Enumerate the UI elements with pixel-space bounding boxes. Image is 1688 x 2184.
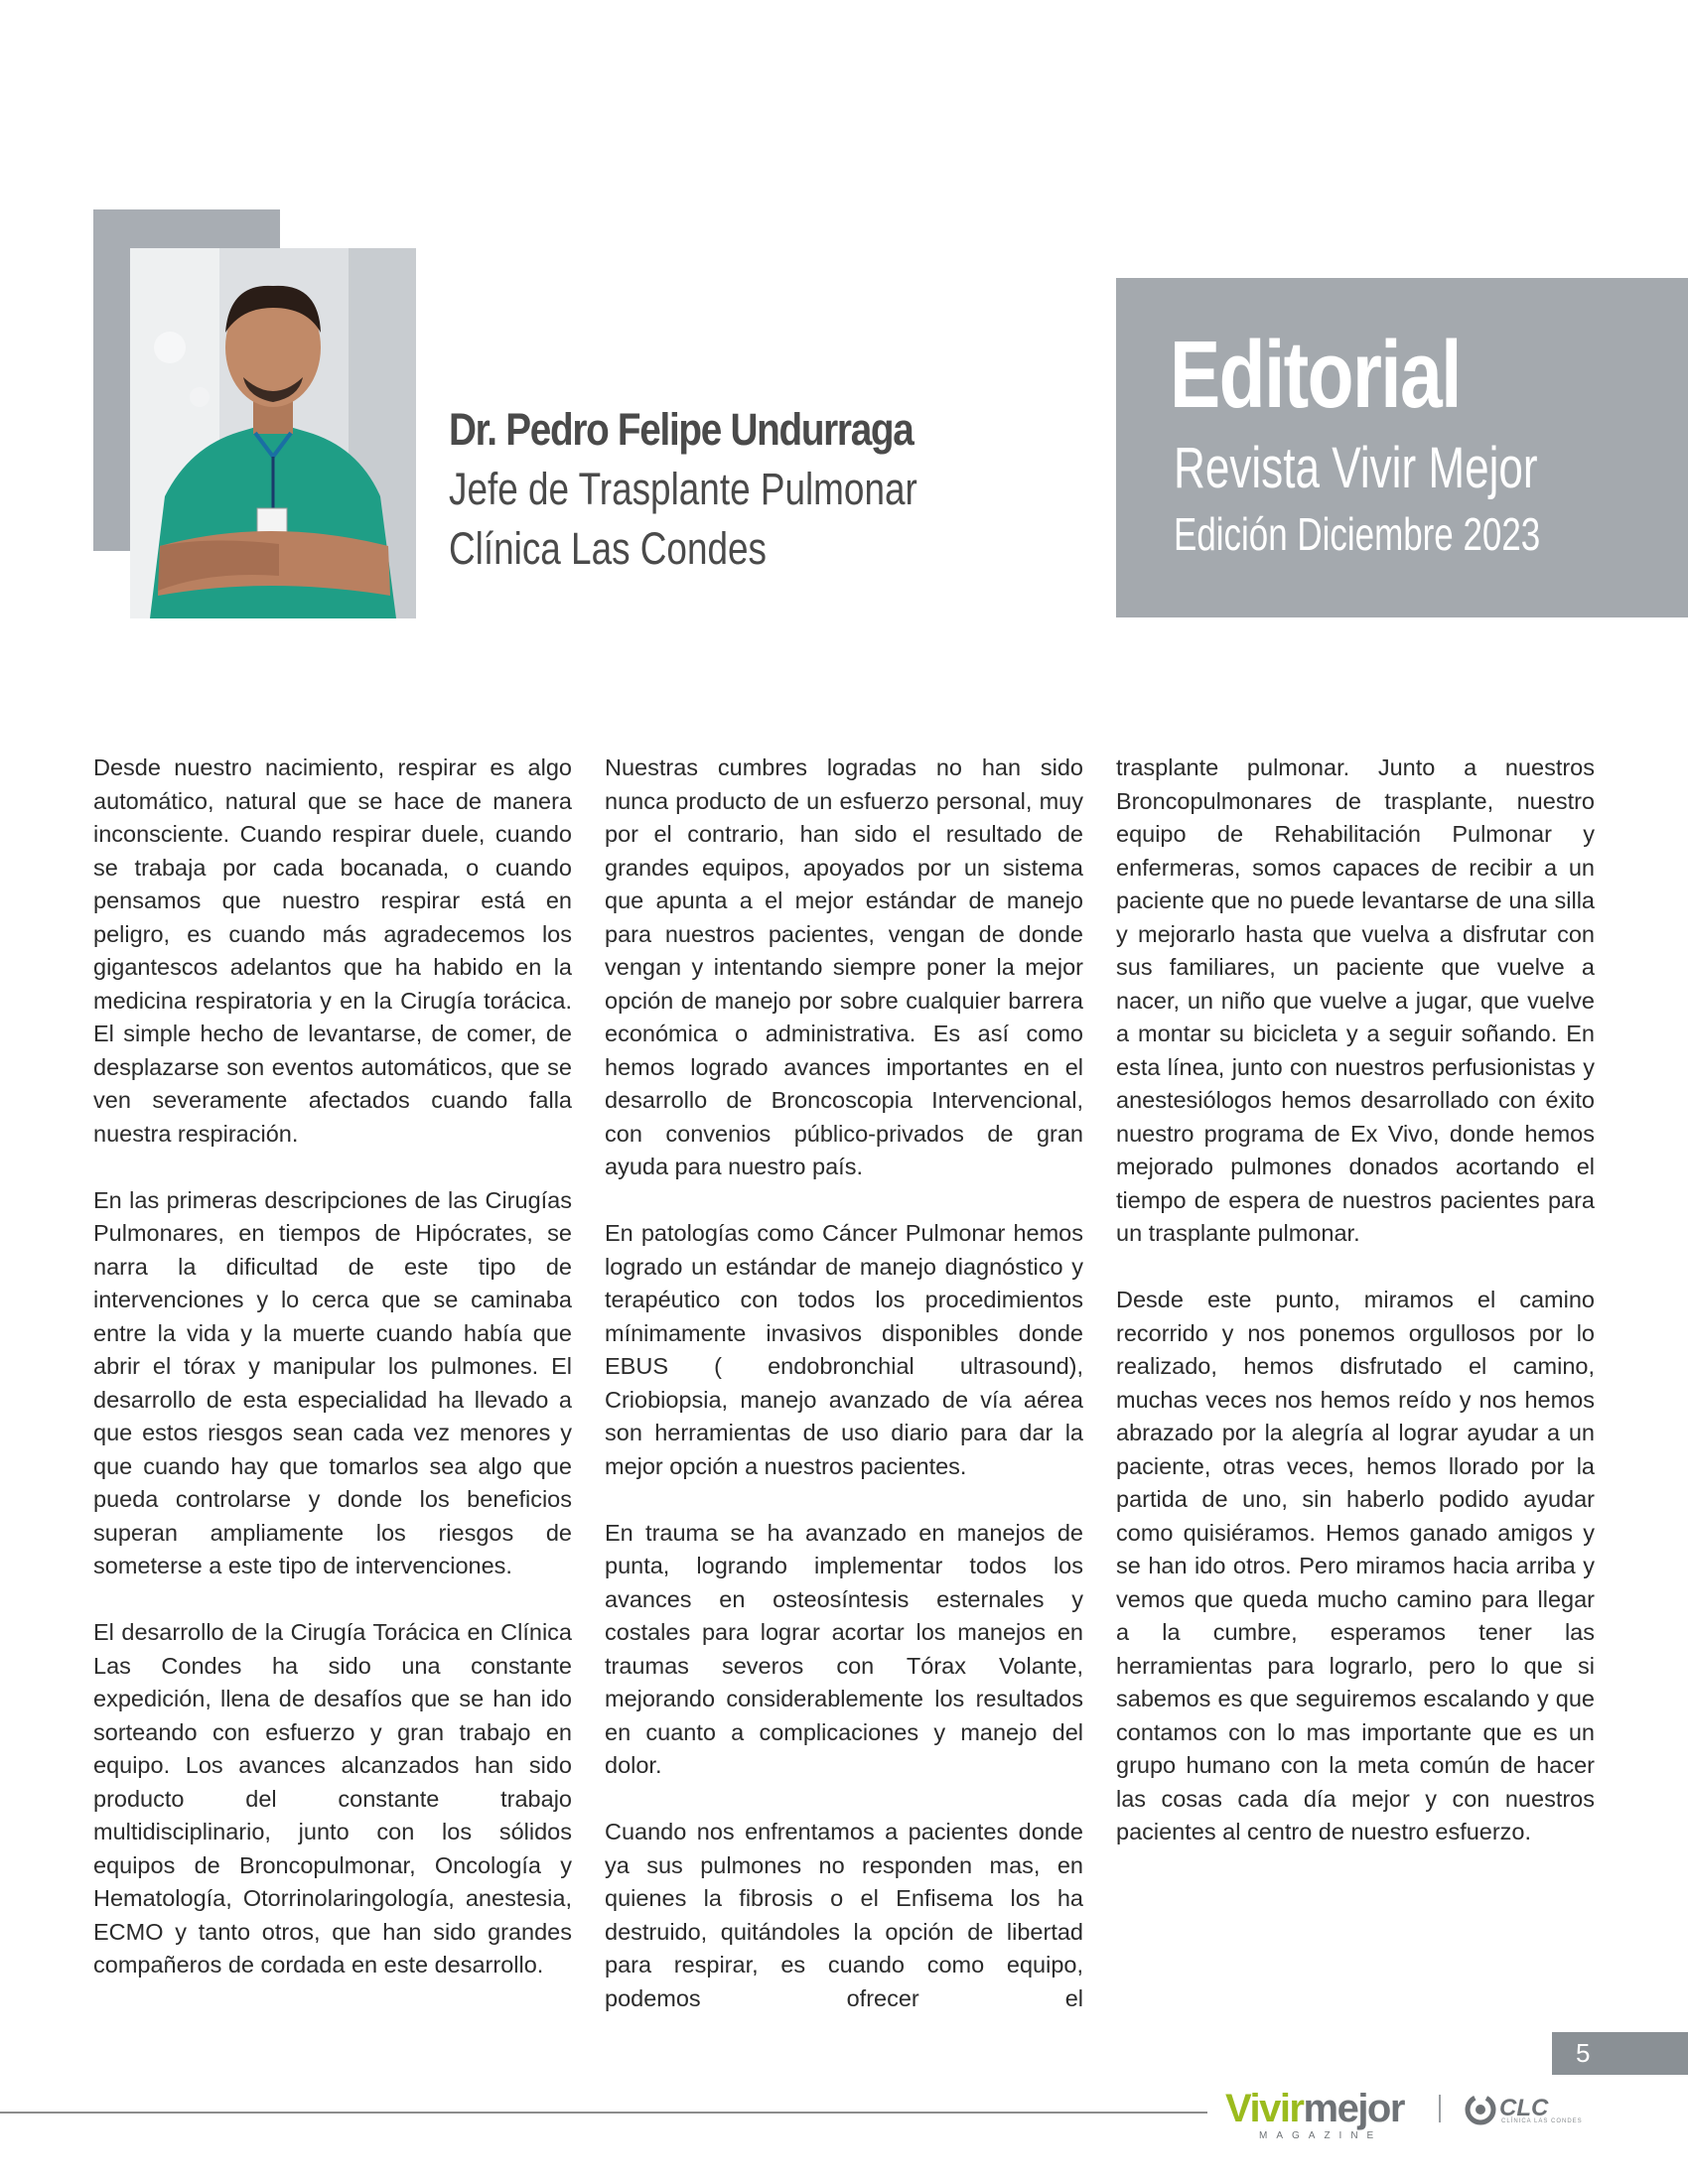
editorial-subtitle: Revista Vivir Mejor — [1174, 436, 1538, 500]
author-photo — [130, 248, 416, 618]
author-organization: Clínica Las Condes — [449, 523, 767, 574]
article-column-2 — [605, 751, 1083, 2015]
paragraph: Cuando nos enfrentamos a pacientes donde ya sus pulmones no responden mas, en quienes la fibrosis o el Enfisema los ha destruido, quitándoles la opción de libertad para respirar, es cuando como equipo, podemos ofrecer el — [605, 1819, 1083, 2011]
brand-vivir-text: Vivir — [1225, 2087, 1304, 2130]
author-block — [449, 400, 1020, 579]
author-name: Dr. Pedro Felipe Undurraga — [449, 404, 914, 455]
paragraph: trasplante pulmonar. Junto a nuestros Broncopulmonares de trasplante, nuestro equipo de Rehabilitación Pulmonar y enfermeras, somos capaces de recibir a un paciente que no puede levantarse de una silla y mejorarlo hasta que vuelva a disfrutar con sus familiares, un paciente que vuelve a nacer, un niño que vuelve a jugar, que vuelve a montar su bicicleta y a seguir soñando. En esta línea, junto con nuestros perfusionistas y anestesiólogos hemos desarrollado con éxito nuestro programa de Ex Vivo, donde hemos mejorado pulmones donados acortando el tiempo de espera de nuestros pacientes para un trasplante pulmonar. — [1116, 754, 1595, 1246]
paragraph: En trauma se ha avanzado en manejos de punta, logrando implementar todos los avances en osteosíntesis esternales y costales para lograr acortar los manejos en traumas severos con Tórax Volante, mejorando considerablemente los resultados en cuanto a complicaciones y manejo del dolor. — [605, 1519, 1083, 1778]
editorial-title: Editorial — [1170, 322, 1461, 428]
article-column-3 — [1116, 751, 1595, 1849]
paragraph: Desde nuestro nacimiento, respirar es algo automático, natural que se hace de manera inconsciente. Cuando respirar duele, cuando se trabaja por cada bocanada, o cuando pensamos que nuestro respirar está en peligro, es cuando más agradecemos los gigantescos adelantos que ha habido en la medicina respiratoria y en la Cirugía torácica. El simple hecho de levantarse, de comer, de desplazarse son eventos automáticos, que se ven severamente afectados cuando falla nuestra respiración. — [93, 754, 572, 1147]
article-column-1 — [93, 751, 572, 1982]
clc-emblem-icon — [1464, 2093, 1497, 2126]
vivir-mejor-logo — [1225, 2087, 1404, 2141]
footer-divider — [0, 2112, 1207, 2114]
author-role: Jefe de Trasplante Pulmonar — [449, 464, 917, 514]
clc-logo-text: CLC — [1499, 2095, 1549, 2121]
footer-logo-separator — [1439, 2095, 1441, 2122]
paragraph: En patologías como Cáncer Pulmonar hemos logrado un estándar de manejo diagnóstico y terapéutico con todos los procedimientos mínimamente invasivos disponibles donde EBUS ( endobronchial ultrasound), Criobiopsia, manejo avanzado de vía aérea son herramientas de uso diario para dar la mejor opción a nuestros pacientes. — [605, 1220, 1083, 1479]
page-number: 5 — [1552, 2032, 1688, 2075]
editorial-edition: Edición Diciembre 2023 — [1174, 508, 1541, 560]
clc-logo-subtext: CLÍNICA LAS CONDES — [1501, 2118, 1583, 2124]
clc-logo — [1464, 2093, 1583, 2128]
editorial-header-box — [1116, 278, 1688, 617]
paragraph: El desarrollo de la Cirugía Torácica en Clínica Las Condes ha sido una constante expedición, llena de desafíos que se han ido sorteando con esfuerzo y gran trabajo en equipo. Los avances alcanzados han sido producto del constante trabajo multidisciplinario, junto con los sólidos equipos de Broncopulmonar, Oncología y Hematología, Otorrinolaringología, anestesia, ECMO y tanto otros, que han sido grandes compañeros de cordada en este desarrollo. — [93, 1619, 572, 1978]
brand-mejor-text: mejor — [1303, 2087, 1404, 2130]
paragraph: Nuestras cumbres logradas no han sido nunca producto de un esfuerzo personal, muy por el contrario, han sido el resultado de grandes equipos, apoyados por un sistema que apunta a el mejor estándar de manejo para nuestros pacientes, vengan de donde vengan y intentando siempre poner la mejor opción de manejo por sobre cualquier barrera económica o administrativa. Es así como hemos logrado avances importantes en el desarrollo de Broncoscopia Intervencional, con convenios público-privados de gran ayuda para nuestro país. — [605, 754, 1083, 1179]
paragraph: En las primeras descripciones de las Cirugías Pulmonares, en tiempos de Hipócrates, se narra la dificultad de este tipo de intervenciones y lo cerca que se caminaba entre la vida y la muerte cuando había que abrir el tórax y manipular los pulmones. El desarrollo de esta especialidad ha llevado a que estos riesgos sean cada vez menores y que cuando hay que tomarlos sea algo que pueda controlarse y donde los beneficios superan ampliamente los riesgos de someterse a este tipo de intervenciones. — [93, 1186, 572, 1578]
paragraph: Desde este punto, miramos el camino recorrido y nos ponemos orgullosos por lo realizado, hemos disfrutado el camino, muchas veces nos hemos reído y nos hemos abrazado por la alegría al lograr ayudar a un paciente, otras veces, hemos llorado por la partida de uno, sin haberlo podido ayudar como quisiéramos. Hemos ganado amigos y se han ido otros. Pero miramos hacia arriba y vemos que queda mucho camino para llegar a la cumbre, esperamos tener las herramientas para lograrlo, pero lo que si sabemos es que seguiremos escalando y que contamos con lo mas importante que es un grupo humano con la meta común de hacer las cosas cada día mejor y con nuestros pacientes al centro de nuestro esfuerzo. — [1116, 1287, 1595, 1844]
brand-tagline: MAGAZINE — [1259, 2130, 1383, 2141]
